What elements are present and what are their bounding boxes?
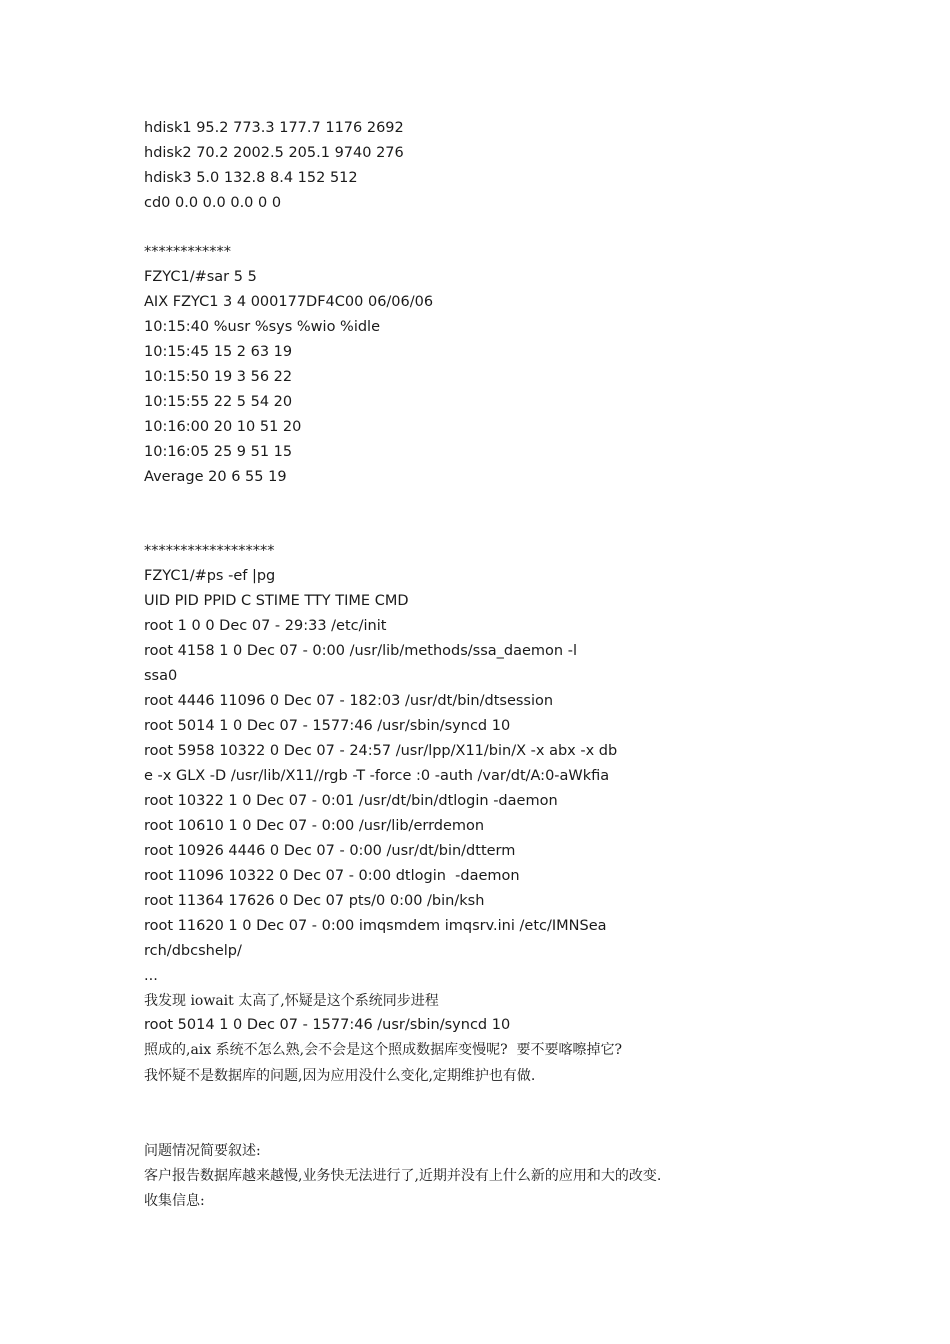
iostat-row-hdisk3: hdisk3 5.0 132.8 8.4 152 512 [144, 170, 358, 186]
sar-row: 10:16:05 25 9 51 15 [144, 444, 293, 460]
sar-row: 10:15:55 22 5 54 20 [144, 394, 293, 410]
separator-line: ****************** [144, 543, 275, 559]
sar-row: 10:15:50 19 3 56 22 [144, 369, 293, 385]
ps-row: root 4446 11096 0 Dec 07 - 182:03 /usr/dt/bin/dtsession [144, 693, 554, 709]
ps-row: root 11364 17626 0 Dec 07 pts/0 0:00 /bin/ksh [144, 893, 485, 909]
ps-header: UID PID PPID C STIME TTY TIME CMD [144, 593, 409, 609]
sar-row: 10:16:00 20 10 51 20 [144, 419, 302, 435]
sar-command: FZYC1/#sar 5 5 [144, 269, 257, 285]
sar-system-info: AIX FZYC1 3 4 000177DF4C00 06/06/06 [144, 294, 434, 310]
ps-row-continuation: e -x GLX -D /usr/lib/X11//rgb -T -force :0 -auth /var/dt/A:0-aWkfia [144, 768, 610, 784]
observation-process-line: root 5014 1 0 Dec 07 - 1577:46 /usr/sbin/syncd 10 [144, 1017, 511, 1033]
ps-row: root 10322 1 0 Dec 07 - 0:01 /usr/dt/bin/dtlogin -daemon [144, 793, 558, 809]
summary-text: 客户报告数据库越来越慢,业务快无法进行了,近期并没有上什么新的应用和大的改变. [144, 1168, 662, 1184]
ps-row-continuation: ssa0 [144, 668, 178, 684]
ps-ellipsis: ... [144, 968, 158, 984]
ps-row: root 5958 10322 0 Dec 07 - 24:57 /usr/lpp/X11/bin/X -x abx -x db [144, 743, 618, 759]
ps-row: root 11620 1 0 Dec 07 - 0:00 imqsmdem imqsrv.ini /etc/IMNSea [144, 918, 607, 934]
sar-average: Average 20 6 55 19 [144, 469, 287, 485]
ps-row: root 10610 1 0 Dec 07 - 0:00 /usr/lib/errdemon [144, 818, 485, 834]
ps-row: root 5014 1 0 Dec 07 - 1577:46 /usr/sbin/syncd 10 [144, 718, 511, 734]
ps-row: root 4158 1 0 Dec 07 - 0:00 /usr/lib/methods/ssa_daemon -l [144, 643, 577, 659]
iostat-row-cd0: cd0 0.0 0.0 0.0 0 0 [144, 195, 282, 211]
observation-paragraph: 我发现 iowait 太高了,怀疑是这个系统同步进程 [144, 993, 439, 1009]
observation-paragraph: 我怀疑不是数据库的问题,因为应用没什么变化,定期维护也有做. [144, 1068, 536, 1084]
summary-heading: 问题情况简要叙述: [144, 1143, 261, 1159]
ps-row: root 1 0 0 Dec 07 - 29:33 /etc/init [144, 618, 387, 634]
observation-paragraph: 照成的,aix 系统不怎么熟,会不会是这个照成数据库变慢呢? 要不要喀嚓掉它? [144, 1042, 622, 1058]
iostat-row-hdisk1: hdisk1 95.2 773.3 177.7 1176 2692 [144, 120, 404, 136]
ps-row-continuation: rch/dbcshelp/ [144, 943, 242, 959]
collect-info-heading: 收集信息: [144, 1193, 205, 1209]
ps-command: FZYC1/#ps -ef |pg [144, 568, 276, 584]
sar-header: 10:15:40 %usr %sys %wio %idle [144, 319, 381, 335]
iostat-row-hdisk2: hdisk2 70.2 2002.5 205.1 9740 276 [144, 145, 404, 161]
separator-line: ************ [144, 244, 231, 260]
ps-row: root 10926 4446 0 Dec 07 - 0:00 /usr/dt/bin/dtterm [144, 843, 516, 859]
ps-row: root 11096 10322 0 Dec 07 - 0:00 dtlogin -daemon [144, 868, 520, 884]
sar-row: 10:15:45 15 2 63 19 [144, 344, 293, 360]
